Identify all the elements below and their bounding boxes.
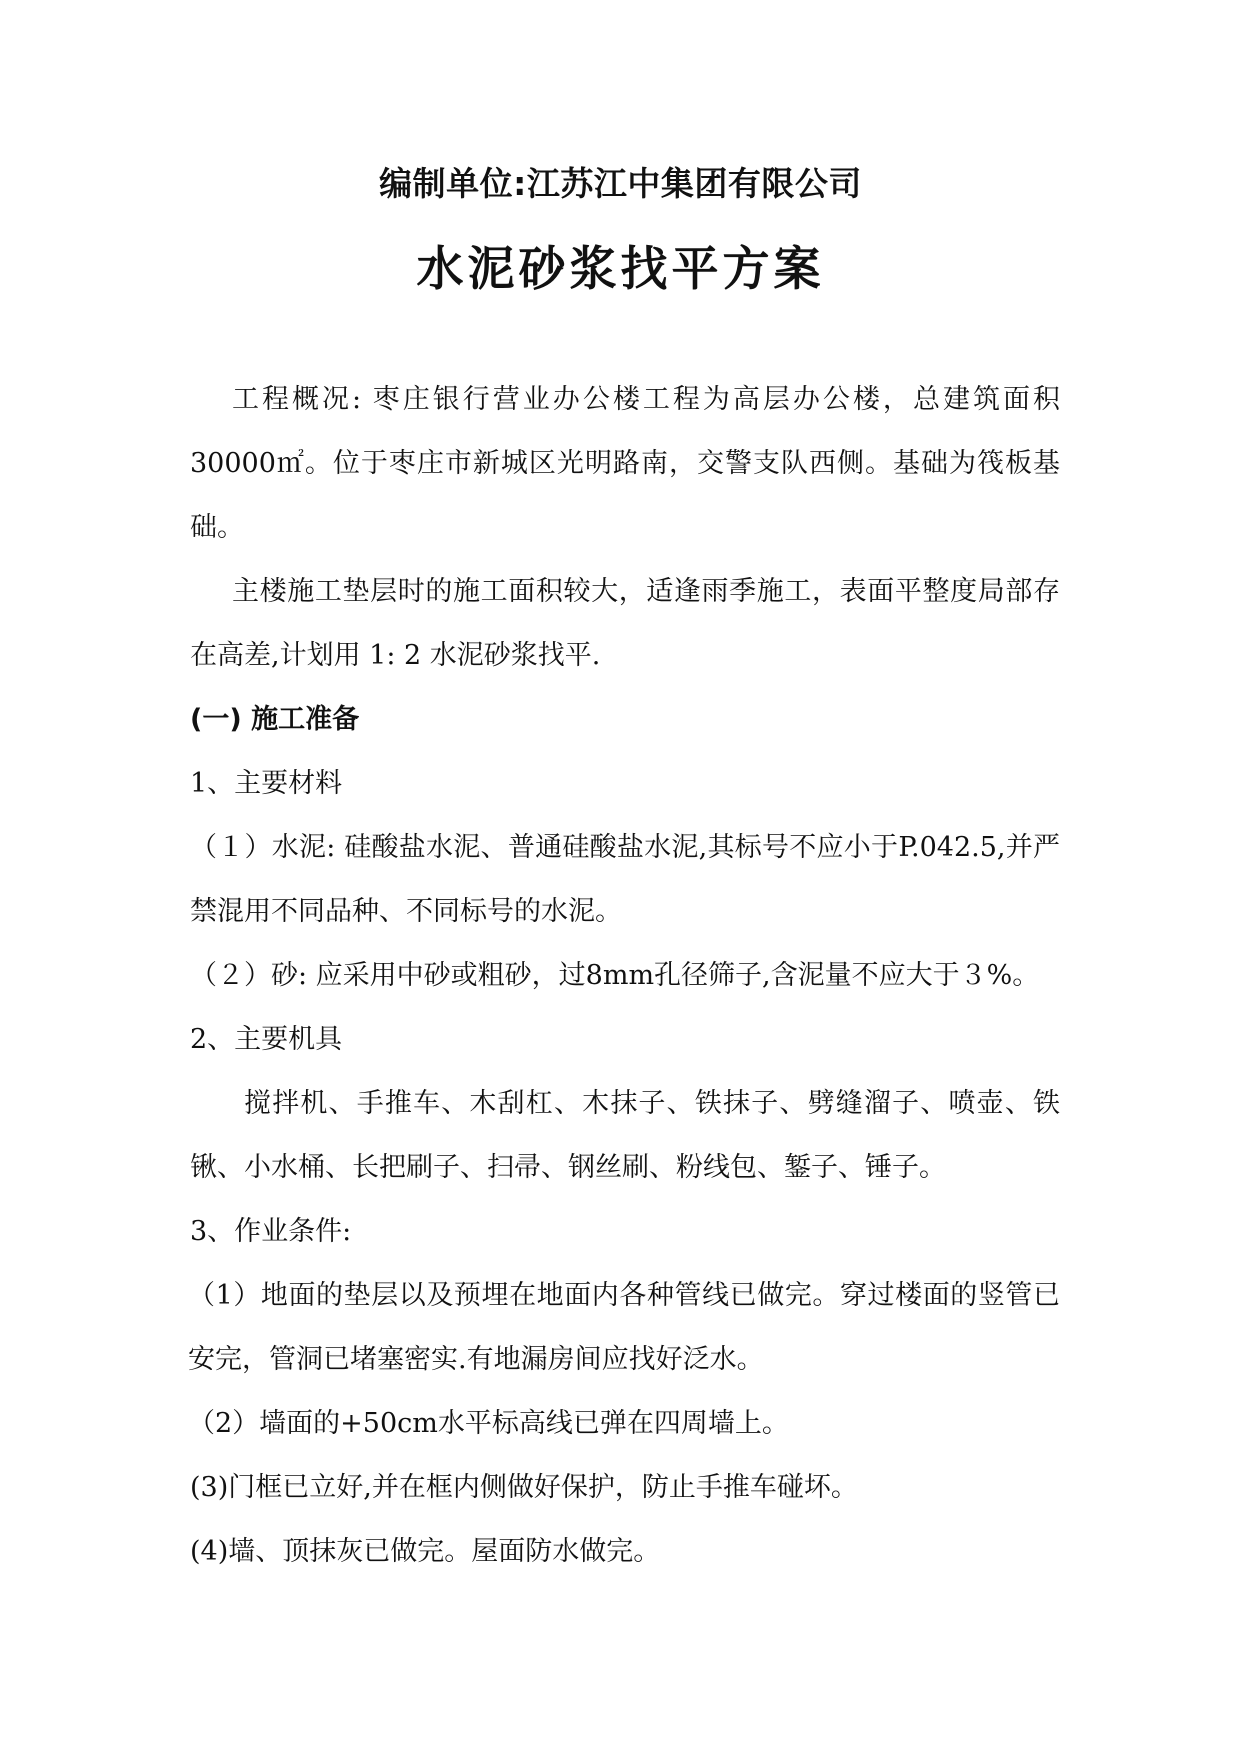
subheading-tools: 2、主要机具 <box>190 1024 343 1055</box>
document-title: 水泥砂浆找平方案 <box>416 242 825 297</box>
condition-item-3: (3)门框已立好,并在框内侧做好保护，防止手推车碰坏。 <box>190 1472 858 1503</box>
condition-item-4: (4)墙、顶抹灰已做完。屋面防水做完。 <box>190 1536 661 1567</box>
leveling-plan-paragraph: 主楼施工垫层时的施工面积较大，适逢雨季施工，表面平整度局部存在高差,计划用 1: 2 水泥砂浆找平. <box>190 576 1060 671</box>
condition-item-1: （1）地面的垫层以及预埋在地面内各种管线已做完。穿过楼面的竖管已安完，管洞已堵塞密实.有地漏房间应找好泛水。 <box>188 1280 1060 1375</box>
subheading-conditions: 3、作业条件: <box>190 1216 352 1247</box>
document-body <box>190 368 1060 1584</box>
project-overview-paragraph: 工程概况: 枣庄银行营业办公楼工程为高层办公楼，总建筑面积30000㎡。位于枣庄市新城区光明路南，交警支队西侧。基础为筏板基础。 <box>190 384 1060 543</box>
subheading-materials: 1、主要材料 <box>190 768 343 799</box>
material-sand-item: （２）砂: 应采用中砂或粗砂，过8mm孔径筛子,含泥量不应大于３%。 <box>190 960 1040 991</box>
tools-list-paragraph: 搅拌机、手推车、木刮杠、木抹子、铁抹子、劈缝溜子、喷壶、铁锹、小水桶、长把刷子、扫帚、钢丝刷、粉线包、錾子、锤子。 <box>190 1088 1060 1183</box>
organization-line: 编制单位:江苏江中集团有限公司 <box>379 164 862 203</box>
section-heading-preparation: (一) 施工准备 <box>190 704 360 735</box>
material-cement-item: （１）水泥: 硅酸盐水泥、普通硅酸盐水泥,其标号不应小于P.042.5,并严禁混用不同品种、不同标号的水泥。 <box>190 832 1060 927</box>
condition-item-2: （2）墙面的+50cm水平标高线已弹在四周墙上。 <box>188 1408 789 1439</box>
